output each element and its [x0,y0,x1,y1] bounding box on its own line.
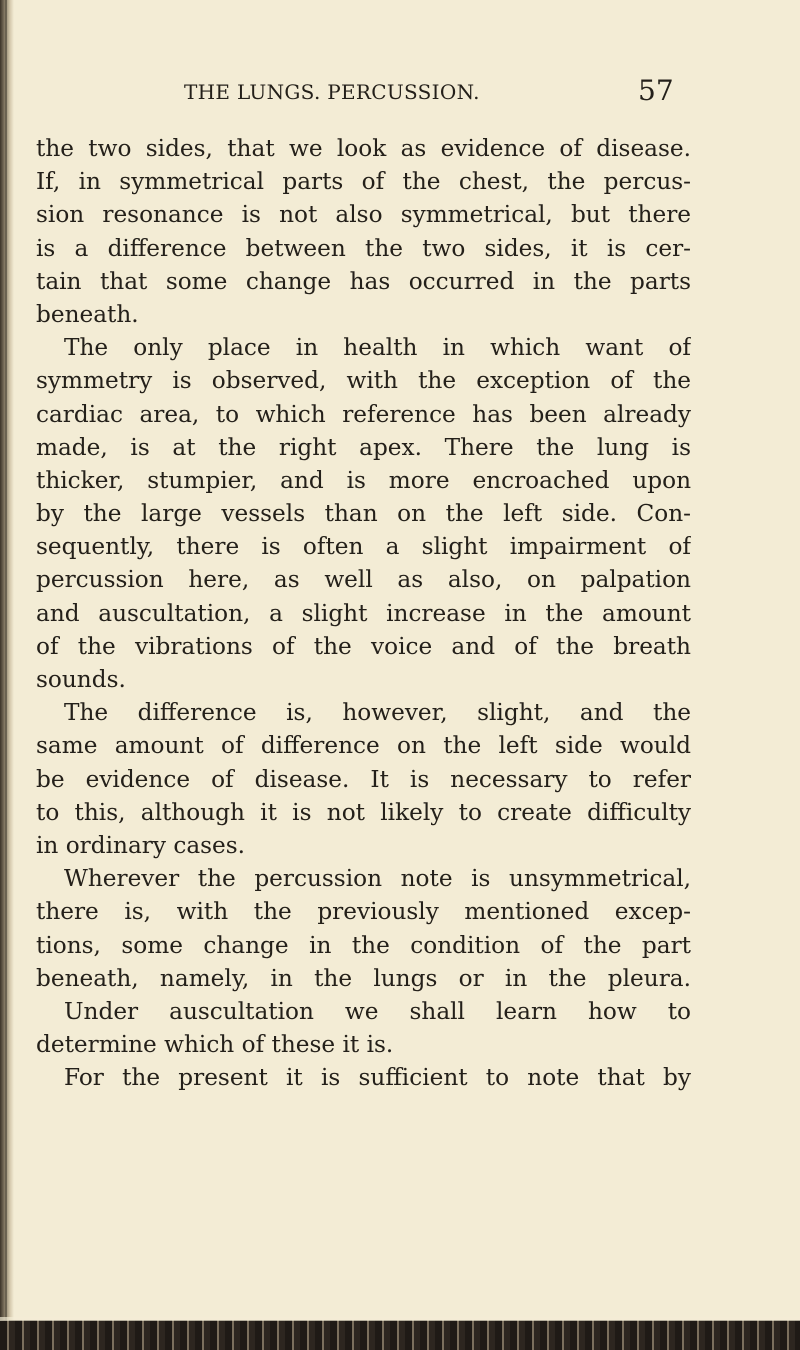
text-line: there is, with the previously mentioned excep- [36,898,691,926]
body-text [36,132,691,1094]
text-line: by the large vessels than on the left side. Con- [36,500,691,528]
text-line: symmetry is observed, with the exception of the [36,367,691,395]
text-line: sequently, there is often a slight impairment of [36,533,691,561]
book-binding-shadow [0,0,14,1350]
text-line: Wherever the percussion note is unsymmetrical, [64,865,691,893]
page-number: 57 [638,74,674,107]
text-line: of the vibrations of the voice and of the breath [36,632,691,660]
text-line: thicker, stumpier, and is more encroached upon [36,466,691,494]
text-line: The only place in health in which want of [64,334,691,362]
text-line: be evidence of disease. It is necessary to refer [36,765,691,793]
running-title: THE LUNGS. PERCUSSION. [184,80,480,104]
text-line: beneath. [36,300,139,328]
scan-bottom-edge [0,1320,800,1350]
text-line: beneath, namely, in the lungs or in the pleura. [36,964,691,992]
text-line: in ordinary cases. [36,831,246,859]
text-line: to this, although it is not likely to create difficulty [36,798,691,826]
text-line: and auscultation, a slight increase in the amount [36,599,691,627]
text-line: tain that some change has occurred in the parts [36,267,691,295]
page-header [0,74,800,112]
text-line: tions, some change in the condition of the part [36,931,691,959]
text-line: made, is at the right apex. There the lung is [36,433,691,461]
text-line: percussion here, as well as also, on palpation [36,566,691,594]
text-line: sion resonance is not also symmetrical, but there [36,201,691,229]
text-line: If, in symmetrical parts of the chest, the percus- [36,168,691,196]
text-line: determine which of these it is. [36,1031,394,1059]
text-line: Under auscultation we shall learn how to [64,997,691,1025]
text-line: is a difference between the two sides, it is cer- [36,234,691,262]
book-gutter-line [5,0,7,1320]
text-line: For the present it is sufficient to note that by [64,1064,691,1092]
text-line: the two sides, that we look as evidence of disease. [36,135,691,162]
text-line: same amount of difference on the left side would [36,732,691,760]
text-line: sounds. [36,666,126,693]
text-line: cardiac area, to which reference has been already [36,400,691,428]
text-line: The difference is, however, slight, and the [64,699,691,727]
